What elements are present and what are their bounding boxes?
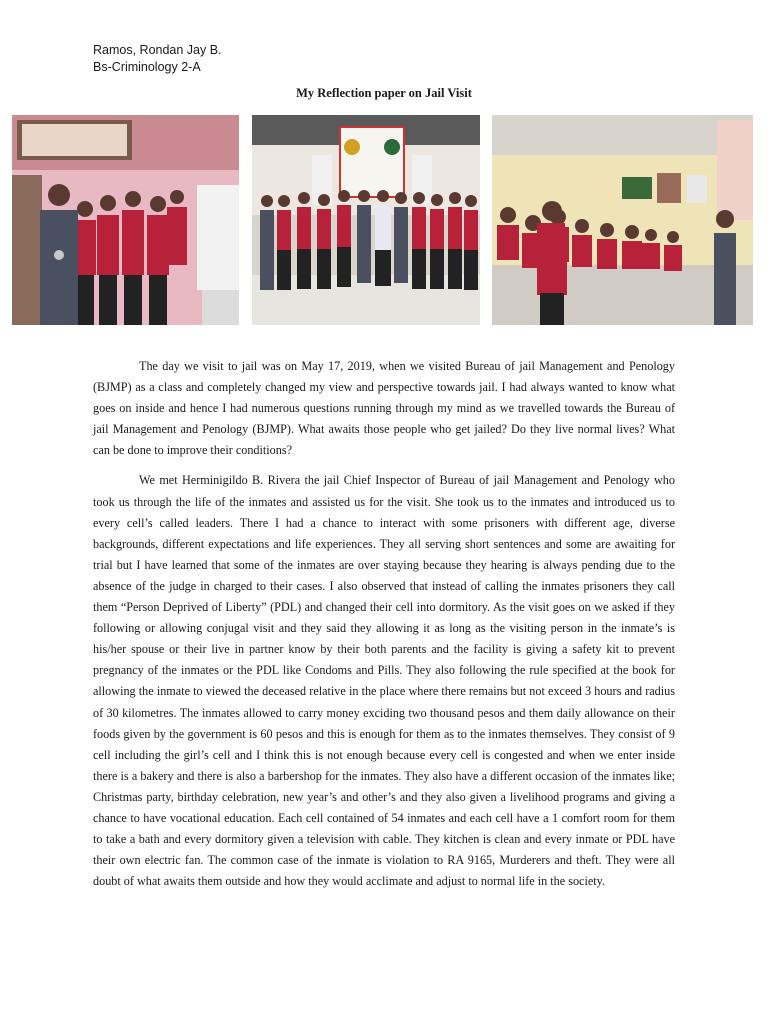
photo-seated-audience-briefing: [492, 115, 753, 325]
author-name: Ramos, Rondan Jay B.: [93, 43, 222, 57]
photo-group-in-cell-area: [12, 115, 239, 325]
paragraph-1: The day we visit to jail was on May 17, 2019, when we visited Bureau of jail Management and Penology (BJMP) as a class and completely changed my view and perspective towards jail. I had always wanted to know what goes on inside and hence I had numerous questions running through my mind as we travelled towards the Bureau of jail Management and Penology (BJMP). What awaits those people who get jailed? Do they live normal lives? What can be done to improve their conditions?: [93, 359, 675, 458]
page-title: My Reflection paper on Jail Visit: [296, 86, 472, 100]
author-course: Bs-Criminology 2-A: [93, 60, 201, 74]
paragraph-2: We met Herminigildo B. Rivera the jail Chief Inspector of Bureau of jail Management and Penology who took us through the life of the inmates and assisted us for the visit. She took us to the inmates and introduced us to every cell’s called leaders. There I had a chance to interact with some prisoners with different age, diverse backgrounds, different expectations and life experiences. They all serving short sentences and some are awaiting for trial but I have learned that some of the inmates are over staying because they hearing is always pending due to the absence of the judge in charged to their cases. I also observed that instead of calling the inmates prisoners they call them “Person Deprived of Liberty” (PDL) and changed their cell into dormitory. As the visit goes on we asked if they following or allowing conjugal visit and they said they allowing it as long as the visiting person in the inmate’s is his/her spouse or their live in partner know by their both parents and the facility is giving a safety kit to prevent pregnancy of the inmates or the PDL like Condoms and Pills. They also following the rule specified at the book for allowing the inmate to viewed the deceased relative in the place where there remains but not exceed 3 hours and radius of 30 kilometres. The inmates allowed to carry money exciding two thousand pesos and them daily allowance on their foods given by the government is 60 pesos and this is enough for them as to the inmates themselves. They consist of 9 cell including the girl’s cell and I think this is not enough because every cell is congested and when we enter inside there is a bakery and there is also a barbershop for the inmates. They also have a different occasion of the inmates like; Christmas party, birthday celebration, new year’s and other’s and they also given a livelihood programs and giving a chance to have vocational education. Each cell contained of 54 inmates and each cell have a 1 comfort room for them to take a bath and every dormitory given a television with cable. They kitchen is clean and every inmate or PDL have their own electric fan. The common case of the inmate is violation to RA 9165, Murderers and theft. They were all doubt of what awaits them outside and how they would acclimate and adjust to normal life in the society.: [93, 473, 675, 889]
reflection-body: [93, 356, 675, 901]
author-block: [93, 42, 222, 76]
photo-group-outdoor-courtyard: [252, 115, 480, 325]
